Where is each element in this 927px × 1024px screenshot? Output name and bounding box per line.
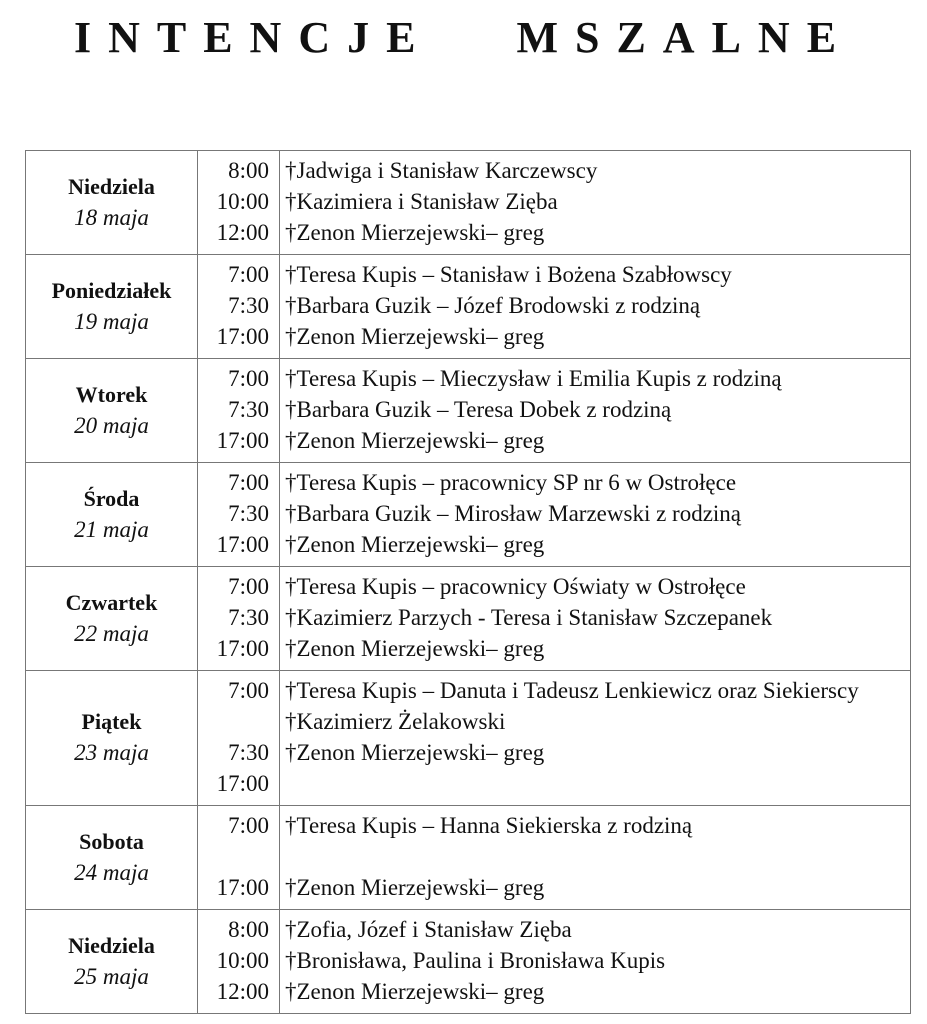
intentions-cell [280,463,911,567]
day-date: 22 maja [74,620,149,646]
times-cell [198,359,280,463]
mass-intention: †Zofia, Józef i Stanisław Zięba [285,917,572,942]
day-row [26,255,911,359]
mass-intention: †Teresa Kupis – Hanna Siekierska z rodziną [285,813,693,838]
times-cell [198,567,280,671]
day-name: Niedziela [68,173,155,199]
mass-time: 10:00 [216,948,269,973]
day-cell [26,567,198,671]
mass-intention: †Teresa Kupis – Danuta i Tadeusz Lenkiewicz oraz Siekierscy [285,678,859,703]
mass-time: 7:00 [228,262,269,287]
day-name: Środa [83,485,140,511]
mass-time: 8:00 [228,158,269,183]
mass-time: 7:30 [228,397,269,422]
mass-intention: †Barbara Guzik – Teresa Dobek z rodziną [285,397,672,422]
day-cell [26,151,198,255]
mass-time: 7:00 [228,470,269,495]
day-date: 18 maja [74,204,149,230]
mass-time: 17:00 [216,324,269,349]
mass-time: 7:30 [228,501,269,526]
day-name: Piątek [81,709,142,734]
mass-intention: †Teresa Kupis – Stanisław i Bożena Szabłowscy [285,262,732,287]
mass-time: 7:30 [228,605,269,630]
day-cell [26,463,198,567]
mass-intention: †Zenon Mierzejewski– greg [285,875,545,900]
mass-time: 8:00 [228,917,269,942]
mass-intention: †Zenon Mierzejewski– greg [285,220,545,245]
mass-intentions-table [25,150,911,1014]
mass-time: 7:30 [228,740,269,765]
day-date: 24 maja [74,859,149,885]
day-row [26,671,911,806]
mass-intention: †Zenon Mierzejewski– greg [285,532,545,557]
mass-intention: †Barbara Guzik – Mirosław Marzewski z rodziną [285,501,742,526]
day-name: Niedziela [68,932,155,958]
spacer [285,841,900,872]
mass-intention: †Zenon Mierzejewski– greg [285,979,545,1004]
times-cell [198,806,280,910]
day-row [26,463,911,567]
mass-intention: †Kazimiera i Stanisław Zięba [285,189,558,214]
times-cell [198,910,280,1014]
mass-time: 7:00 [228,678,269,703]
page-title: INTENCJE MSZALNE [73,13,854,62]
mass-intention: †Zenon Mierzejewski– greg [285,636,545,661]
day-row [26,359,911,463]
mass-time: 7:00 [228,574,269,599]
mass-intention: †Teresa Kupis – pracownicy SP nr 6 w Ostrołęce [285,470,737,495]
intentions-cell [280,151,911,255]
day-date: 21 maja [74,516,149,542]
mass-time: 17:00 [216,875,269,900]
mass-intention: †Kazimierz Parzych - Teresa i Stanisław Szczepanek [285,605,773,630]
intentions-cell [280,567,911,671]
mass-intention: †Zenon Mierzejewski– greg [285,740,545,765]
day-date: 25 maja [74,963,149,989]
day-date: 20 maja [74,412,149,438]
spacer [198,706,269,737]
day-name: Czwartek [65,589,158,615]
mass-time: 7:30 [228,293,269,318]
day-cell [26,255,198,359]
mass-intention: †Bronisława, Paulina i Bronisława Kupis [285,948,666,973]
day-cell [26,359,198,463]
day-date: 19 maja [74,308,149,334]
mass-time: 12:00 [216,220,269,245]
day-row [26,567,911,671]
day-cell [26,910,198,1014]
mass-intention: †Teresa Kupis – Mieczysław i Emilia Kupis z rodziną [285,366,782,391]
day-row [26,151,911,255]
mass-intention: †Barbara Guzik – Józef Brodowski z rodziną [285,293,701,318]
mass-intention: †Kazimierz Żelakowski [285,709,506,734]
day-cell [26,806,198,910]
mass-time: 10:00 [216,189,269,214]
mass-time: 17:00 [216,636,269,661]
day-row [26,910,911,1014]
intentions-cell [280,910,911,1014]
mass-time: 17:00 [216,428,269,453]
day-row [26,806,911,910]
mass-time: 7:00 [228,366,269,391]
day-name: Poniedziałek [51,277,172,303]
intentions-cell [280,671,911,806]
intentions-cell [280,806,911,910]
mass-intention: †Zenon Mierzejewski– greg [285,428,545,453]
mass-time: 17:00 [216,532,269,557]
times-cell [198,671,280,806]
spacer [198,841,269,872]
times-cell [198,463,280,567]
mass-intention: †Jadwiga i Stanisław Karczewscy [285,158,598,183]
mass-intention: †Zenon Mierzejewski– greg [285,324,545,349]
mass-intention: †Teresa Kupis – pracownicy Oświaty w Ostrołęce [285,574,746,599]
times-cell [198,255,280,359]
day-name: Wtorek [75,381,148,407]
day-date: 23 maja [74,740,149,765]
mass-time: 17:00 [216,771,269,796]
intentions-cell [280,255,911,359]
day-cell [26,671,198,806]
day-name: Sobota [79,828,144,854]
mass-time: 7:00 [228,813,269,838]
times-cell [198,151,280,255]
intentions-cell [280,359,911,463]
mass-time: 12:00 [216,979,269,1004]
